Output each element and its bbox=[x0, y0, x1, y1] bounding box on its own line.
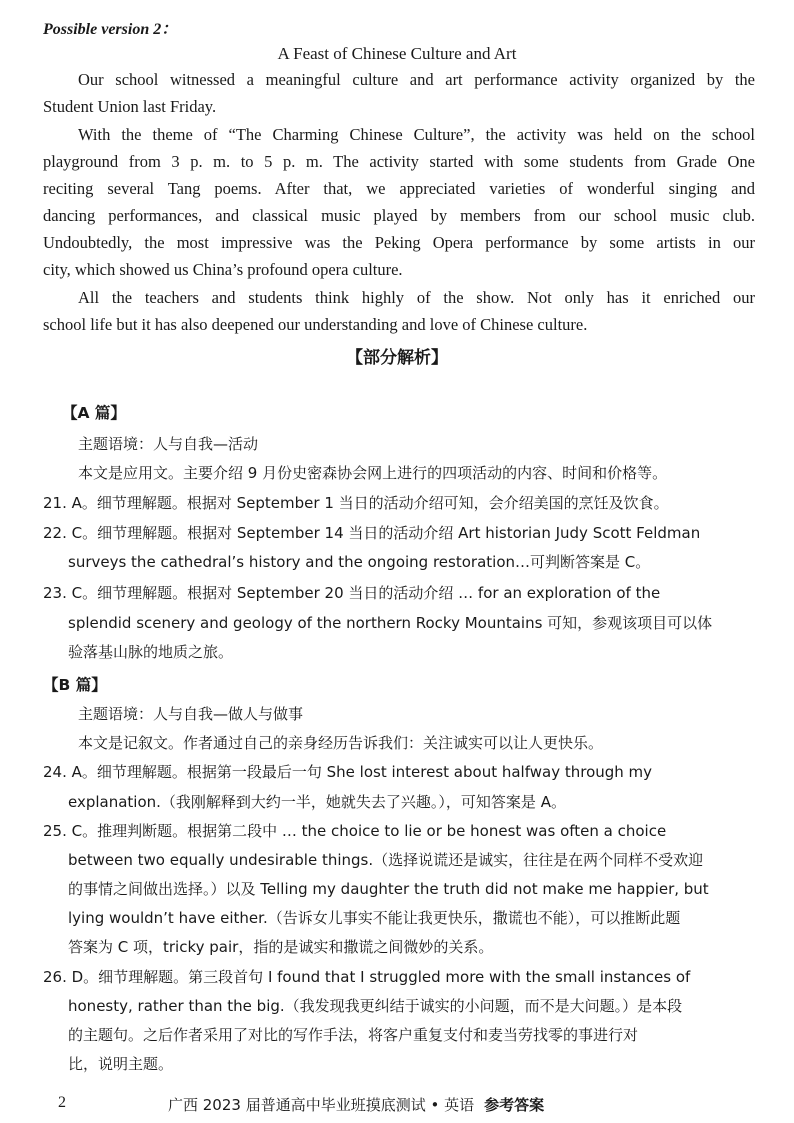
answer-item-cont: 的事情之间做出选择。）以及 Telling my daughter the truth did not make me happier, but bbox=[68, 880, 709, 898]
version-label: Possible version 2： bbox=[43, 21, 178, 38]
part-b-theme: 主题语境：人与自我—做人与做事 bbox=[78, 705, 304, 723]
answer-item: 21. A。细节理解题。根据对 September 1 当日的活动介绍可知，会介绍美国的烹饪及饮食。 bbox=[43, 494, 669, 512]
essay-line: school life but it has also deepened our understanding and love of Chinese culture. bbox=[43, 315, 588, 334]
page-footer bbox=[168, 1094, 544, 1115]
part-b-intro: 本文是记叙文。作者通过自己的亲身经历告诉我们：关注诚实可以让人更快乐。 bbox=[78, 734, 604, 752]
answer-item: 24. A。细节理解题。根据第一段最后一句 She lost interest about halfway through my bbox=[43, 763, 653, 781]
part-a-intro: 本文是应用文。主要介绍 9 月份史密森协会网上进行的四项活动的内容、时间和价格等。 bbox=[78, 464, 668, 482]
essay-line: city, which showed us China’s profound opera culture. bbox=[43, 260, 403, 279]
page-number: 2 bbox=[58, 1094, 66, 1111]
section-title: 【部分解析】 bbox=[346, 348, 448, 368]
answer-item: 26. D。细节理解题。第三段首句 I found that I struggled more with the small instances of bbox=[43, 968, 691, 986]
answer-item-cont: between two equally undesirable things.（选择说谎还是诚实，往往是在两个同样不受欢迎 bbox=[68, 851, 704, 869]
footer-text: 广西 2023 届普通高中毕业班摸底测试 • 英语 bbox=[168, 1096, 475, 1114]
answer-item-cont: surveys the cathedral’s history and the ongoing restoration…可判断答案是 C。 bbox=[68, 553, 651, 571]
essay-line: dancing performances, and classical music played by members from our school music club. bbox=[43, 206, 755, 225]
essay-line: playground from 3 p. m. to 5 p. m. The activity started with some students from Grade One bbox=[43, 152, 755, 171]
answer-item-cont: explanation.（我刚解释到大约一半，她就失去了兴趣。），可知答案是 A。 bbox=[68, 793, 566, 811]
answer-item-cont: lying wouldn’t have either.（告诉女儿事实不能让我更快乐，撒谎也不能），可以推断此题 bbox=[68, 909, 681, 927]
answer-item: 23. C。细节理解题。根据对 September 20 当日的活动介绍 … for an exploration of the bbox=[43, 584, 661, 602]
answer-item-cont: 的主题句。之后作者采用了对比的写作手法，将客户重复支付和麦当劳找零的事进行对 bbox=[68, 1026, 639, 1044]
answer-item-cont: splendid scenery and geology of the northern Rocky Mountains 可知，参观该项目可以体 bbox=[68, 614, 713, 632]
answer-item-cont: 答案为 C 项，tricky pair，指的是诚实和撒谎之间微妙的关系。 bbox=[68, 938, 494, 956]
answer-item: 22. C。细节理解题。根据对 September 14 当日的活动介绍 Art historian Judy Scott Feldman bbox=[43, 524, 701, 542]
part-b-heading: 【B 篇】 bbox=[43, 676, 107, 694]
essay-line: With the theme of “The Charming Chinese Culture”, the activity was held on the school bbox=[78, 125, 755, 144]
essay-line: Our school witnessed a meaningful culture and art performance activity organized by the bbox=[78, 70, 755, 89]
essay-line: reciting several Tang poems. After that, we appreciated varieties of wonderful singing and bbox=[43, 179, 755, 198]
essay-line: Student Union last Friday. bbox=[43, 97, 217, 116]
essay-line: Undoubtedly, the most impressive was the Peking Opera performance by some artists in our bbox=[43, 233, 755, 252]
essay-title: A Feast of Chinese Culture and Art bbox=[277, 44, 517, 63]
answer-item-cont: honesty, rather than the big.（我发现我更纠结于诚实的小问题，而不是大问题。）是本段 bbox=[68, 997, 683, 1015]
answer-item-cont: 验落基山脉的地质之旅。 bbox=[68, 643, 234, 661]
essay-line: All the teachers and students think highly of the show. Not only has it enriched our bbox=[78, 288, 755, 307]
answer-item-cont: 比，说明主题。 bbox=[68, 1055, 174, 1073]
part-a-theme: 主题语境：人与自我—活动 bbox=[78, 435, 259, 453]
answer-item: 25. C。推理判断题。根据第二段中 … the choice to lie or be honest was often a choice bbox=[43, 822, 667, 840]
footer-answer-label: 参考答案 bbox=[484, 1096, 545, 1114]
part-a-heading: 【A 篇】 bbox=[62, 404, 126, 422]
